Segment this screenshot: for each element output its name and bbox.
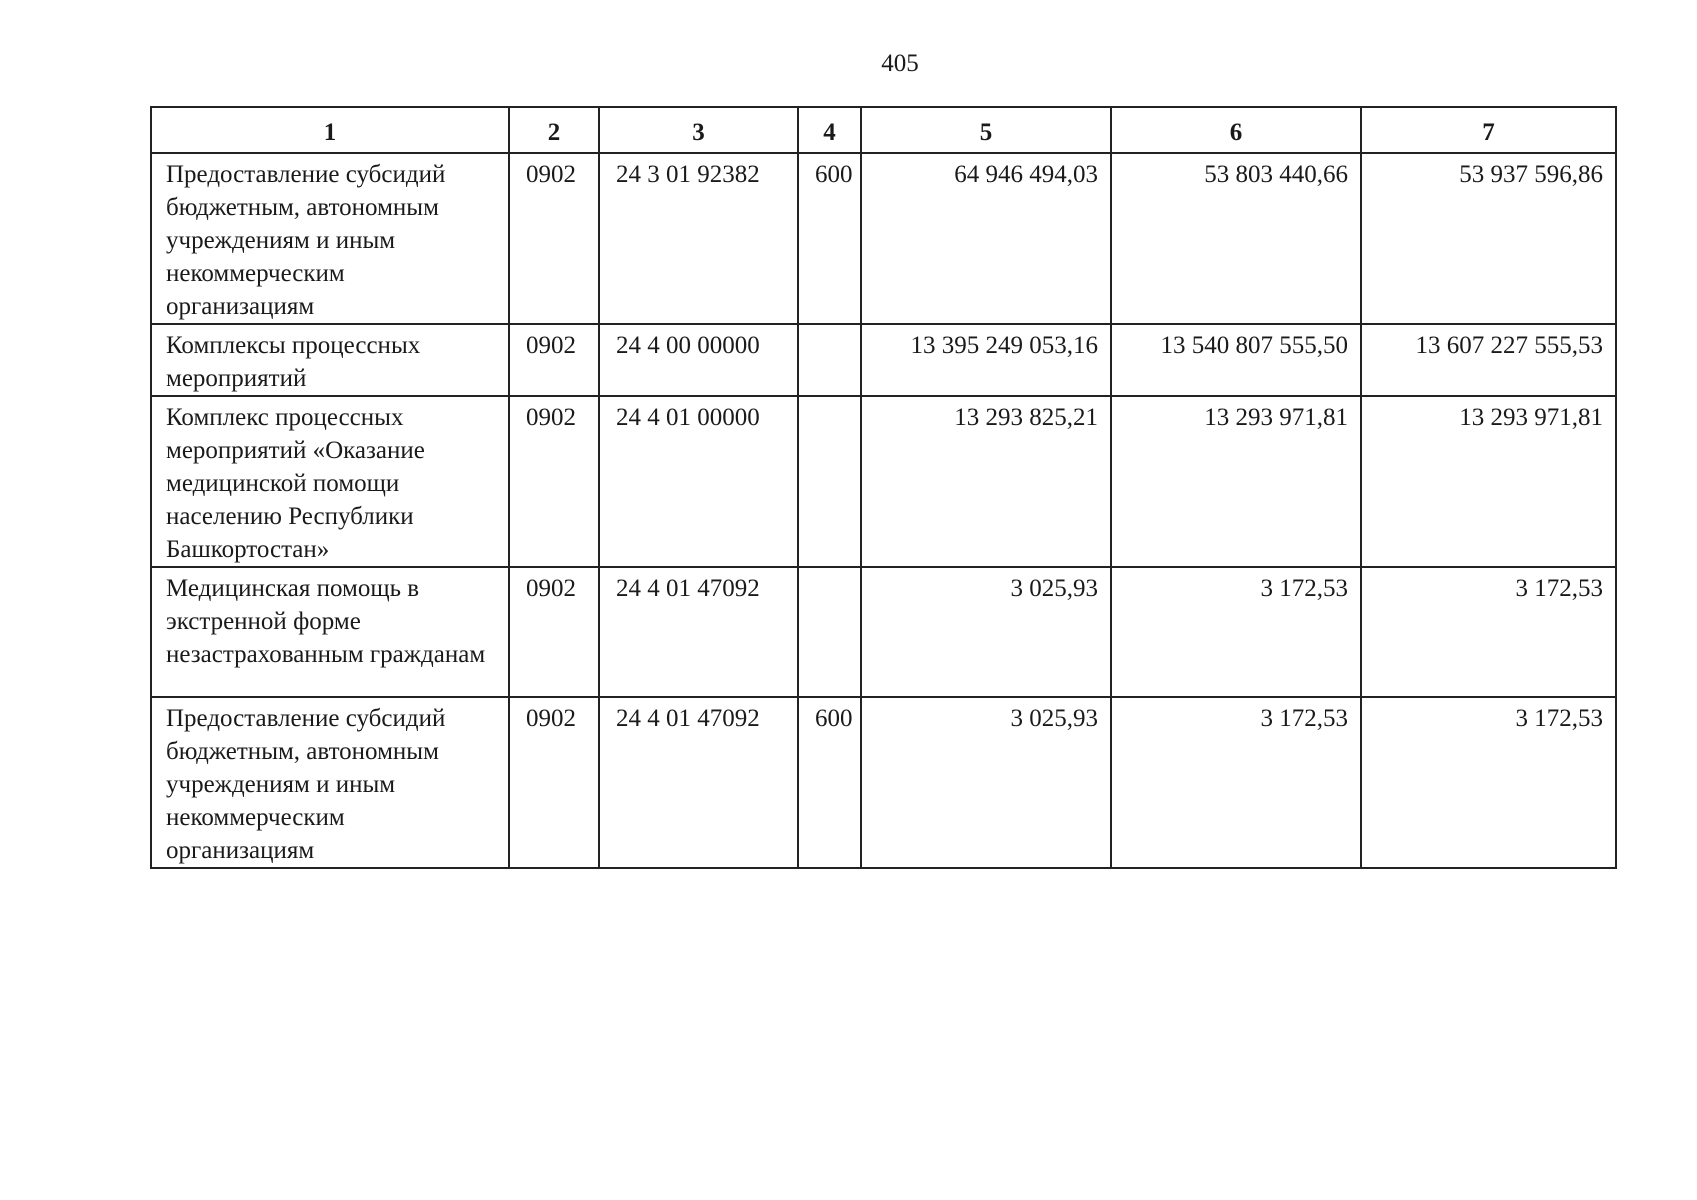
row-amount-1: 3 025,93 [861, 567, 1111, 697]
row-target-code: 24 4 00 00000 [599, 324, 798, 396]
row-amount-1: 3 025,93 [861, 697, 1111, 868]
column-header: 5 [861, 107, 1111, 153]
row-amount-2: 3 172,53 [1111, 567, 1361, 697]
row-amount-2: 53 803 440,66 [1111, 153, 1361, 324]
table-row [151, 324, 1616, 396]
row-name: Медицинская помощь в экстренной форме незастрахованным гражданам [151, 567, 509, 697]
row-name: Комплекс процессных мероприятий «Оказание медицинской помощи населению Республики Башкортостан» [151, 396, 509, 567]
column-header: 4 [798, 107, 861, 153]
column-header: 1 [151, 107, 509, 153]
row-amount-3: 53 937 596,86 [1361, 153, 1616, 324]
row-type-code [798, 324, 861, 396]
row-amount-2: 13 293 971,81 [1111, 396, 1361, 567]
row-amount-1: 64 946 494,03 [861, 153, 1111, 324]
row-amount-2: 3 172,53 [1111, 697, 1361, 868]
row-section-code: 0902 [509, 324, 599, 396]
row-type-code: 600 [798, 697, 861, 868]
row-amount-1: 13 395 249 053,16 [861, 324, 1111, 396]
table-row [151, 396, 1616, 567]
row-amount-3: 13 293 971,81 [1361, 396, 1616, 567]
column-header: 6 [1111, 107, 1361, 153]
budget-table [150, 106, 1617, 869]
row-section-code: 0902 [509, 697, 599, 868]
row-name: Комплексы процессных мероприятий [151, 324, 509, 396]
row-amount-1: 13 293 825,21 [861, 396, 1111, 567]
row-type-code [798, 567, 861, 697]
table-row [151, 567, 1616, 697]
row-type-code: 600 [798, 153, 861, 324]
row-amount-3: 3 172,53 [1361, 697, 1616, 868]
row-section-code: 0902 [509, 567, 599, 697]
page-number: 405 [881, 50, 919, 77]
table-row [151, 153, 1616, 324]
table-row [151, 697, 1616, 868]
row-section-code: 0902 [509, 396, 599, 567]
row-name: Предоставление субсидий бюджетным, автономным учреждениям и иным некоммерческим организациям [151, 153, 509, 324]
row-target-code: 24 3 01 92382 [599, 153, 798, 324]
row-amount-3: 13 607 227 555,53 [1361, 324, 1616, 396]
column-header: 7 [1361, 107, 1616, 153]
row-name: Предоставление субсидий бюджетным, автономным учреждениям и иным некоммерческим организациям [151, 697, 509, 868]
column-header: 3 [599, 107, 798, 153]
table-header-row [151, 107, 1616, 153]
row-section-code: 0902 [509, 153, 599, 324]
row-target-code: 24 4 01 47092 [599, 697, 798, 868]
row-target-code: 24 4 01 47092 [599, 567, 798, 697]
row-target-code: 24 4 01 00000 [599, 396, 798, 567]
row-type-code [798, 396, 861, 567]
row-amount-3: 3 172,53 [1361, 567, 1616, 697]
column-header: 2 [509, 107, 599, 153]
row-amount-2: 13 540 807 555,50 [1111, 324, 1361, 396]
